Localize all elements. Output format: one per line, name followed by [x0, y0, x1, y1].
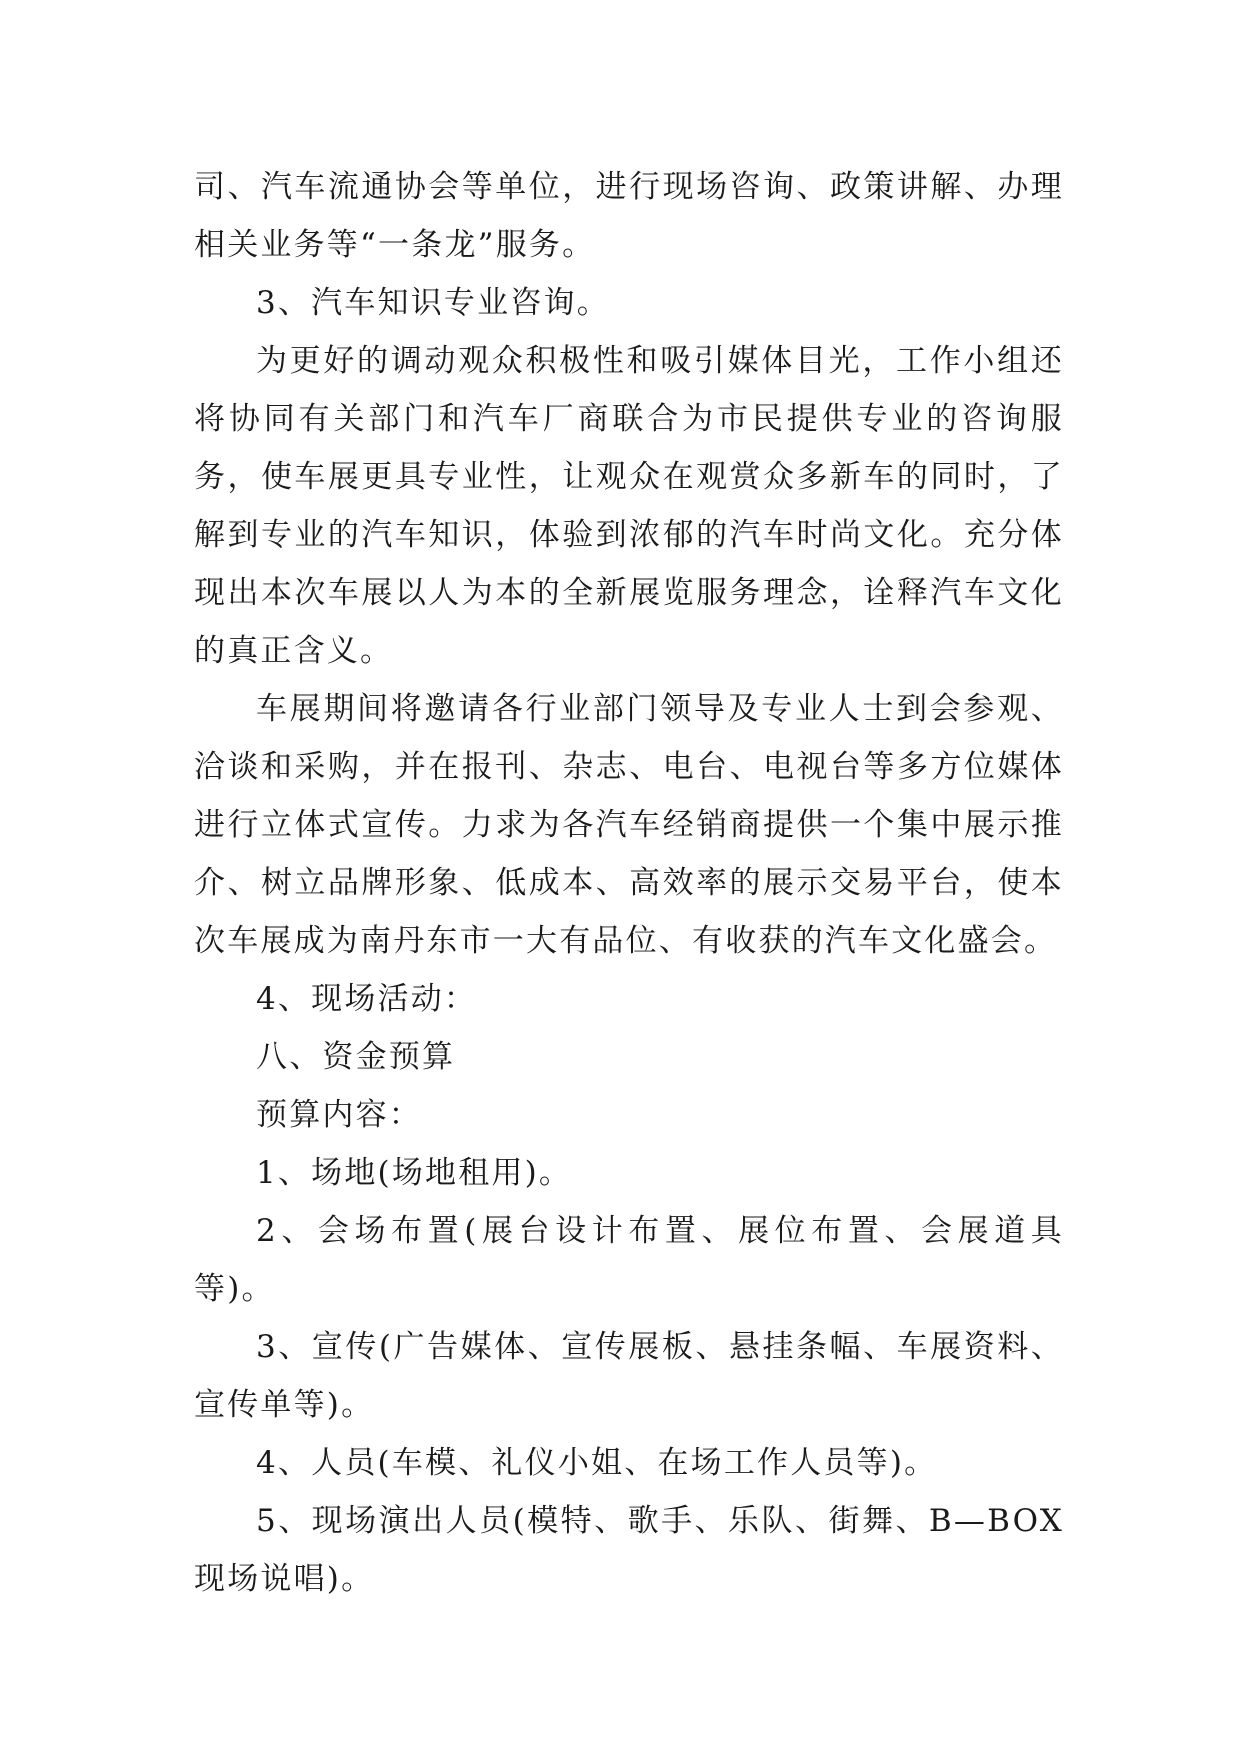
paragraph-service-continued: 司、汽车流通协会等单位，进行现场咨询、政策讲解、办理相关业务等“一条龙”服务。 — [194, 169, 1064, 263]
paragraph-consulting-service: 为更好的调动观众积极性和吸引媒体目光，工作小组还将协同有关部门和汽车厂商联合为市民提供专业的咨询服务，使车展更具专业性，让观众在观赏众多新车的同时，了解到专业的汽车知识，体验到浓郁的汽车时尚文化。充分体现出本次车展以人为本的全新展览服务理念，诠释汽车文化的真正含义。 — [194, 343, 1064, 669]
budget-item-venue: 1、场地(场地租用)。 — [256, 1155, 573, 1191]
budget-item-performers: 5、现场演出人员(模特、歌手、乐队、街舞、B—BOX现场说唱)。 — [194, 1503, 1064, 1597]
document-body — [194, 158, 1064, 1608]
heading-budget: 八、资金预算 — [256, 1039, 456, 1075]
paragraph-exhibition-publicity: 车展期间将邀请各行业部门领导及专业人士到会参观、洽谈和采购，并在报刊、杂志、电台、电视台等多方位媒体进行立体式宣传。力求为各汽车经销商提供一个集中展示推介、树立品牌形象、低成本、高效率的展示交易平台，使本次车展成为南丹东市一大有品位、有收获的汽车文化盛会。 — [194, 691, 1064, 959]
budget-item-publicity: 3、宣传(广告媒体、宣传展板、悬挂条幅、车展资料、宣传单等)。 — [194, 1329, 1064, 1423]
heading-onsite-activities: 4、现场活动： — [256, 981, 478, 1017]
heading-budget-content: 预算内容： — [256, 1097, 422, 1133]
budget-item-venue-setup: 2、会场布置(展台设计布置、展位布置、会展道具等)。 — [194, 1213, 1064, 1307]
heading-car-knowledge-consulting: 3、汽车知识专业咨询。 — [256, 285, 610, 321]
budget-item-staff: 4、人员(车模、礼仪小姐、在场工作人员等)。 — [256, 1445, 938, 1481]
